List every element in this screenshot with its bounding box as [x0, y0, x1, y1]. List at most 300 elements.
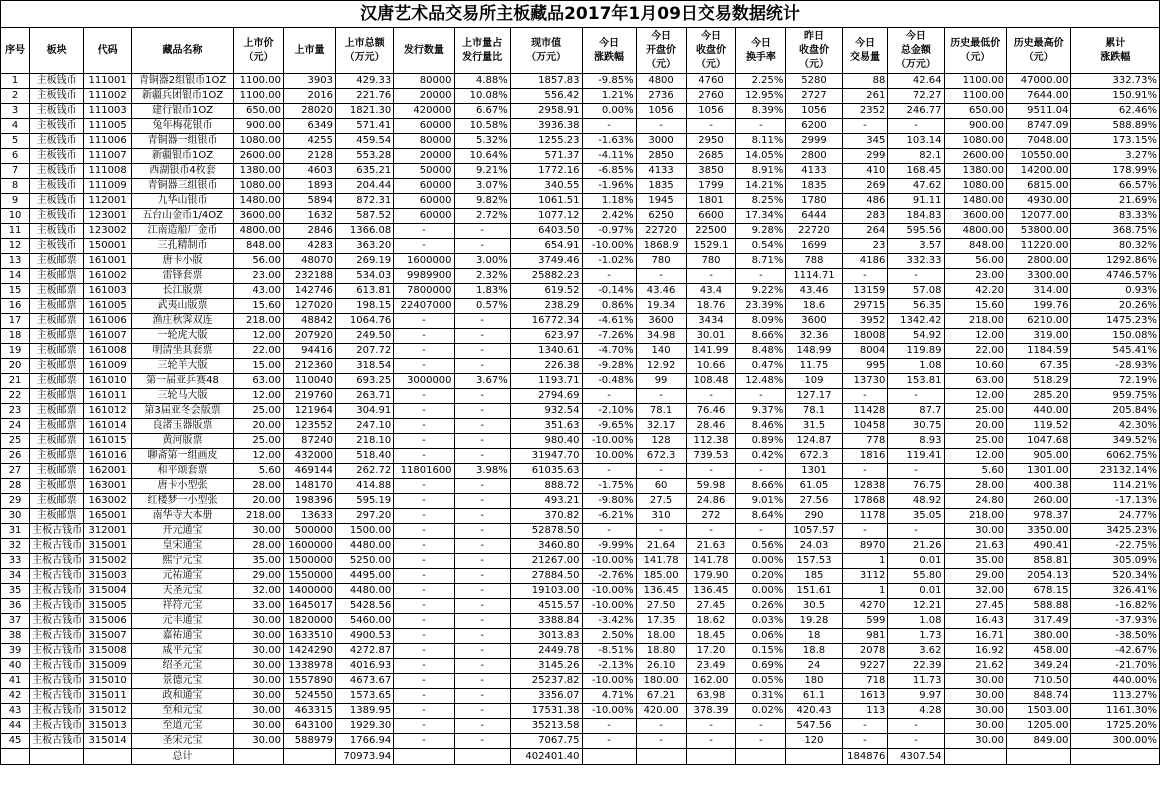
table-cell: 157.53	[786, 554, 842, 569]
table-cell: -	[454, 434, 510, 449]
table-cell: 67.21	[636, 689, 686, 704]
table-cell: 3388.84	[510, 614, 582, 629]
table-cell: 6444	[786, 209, 842, 224]
table-cell: 1114.71	[786, 269, 842, 284]
table-cell: 12.00	[234, 329, 284, 344]
table-cell: 4495.00	[335, 569, 393, 584]
table-cell: 14	[1, 269, 30, 284]
table-cell: 520.34%	[1071, 569, 1160, 584]
table-row	[1, 119, 1160, 134]
table-cell: 0.00%	[736, 554, 786, 569]
table-cell: 518.40	[335, 449, 393, 464]
table-cell: 180.00	[636, 674, 686, 689]
table-cell: 3145.26	[510, 659, 582, 674]
table-cell: -0.97%	[582, 224, 636, 239]
table-row	[1, 464, 1160, 479]
table-cell: 3350.00	[1006, 524, 1071, 539]
table-cell: -6.85%	[582, 164, 636, 179]
table-cell: 2016	[283, 89, 335, 104]
table-cell: 161012	[84, 404, 132, 419]
table-cell: 0.15%	[736, 644, 786, 659]
table-cell: -	[394, 584, 454, 599]
table-cell: 主板古钱币	[30, 554, 84, 569]
column-header: 发行数量	[394, 28, 454, 74]
table-cell: 0.00%	[736, 584, 786, 599]
table-cell: 16	[1, 299, 30, 314]
table-cell: 30.00	[944, 689, 1006, 704]
table-row	[1, 434, 1160, 449]
table-cell: 315010	[84, 674, 132, 689]
table-cell: 34.98	[636, 329, 686, 344]
table-cell: 0.05%	[736, 674, 786, 689]
table-cell: 12.00	[234, 389, 284, 404]
table-cell: 0.93%	[1071, 284, 1160, 299]
table-cell: 315004	[84, 584, 132, 599]
table-cell: 30.01	[686, 329, 736, 344]
table-cell: 一轮虎大版	[132, 329, 234, 344]
table-cell: 建行银币1OZ	[132, 104, 234, 119]
table-cell: 3936.38	[510, 119, 582, 134]
table-cell: 218.00	[234, 509, 284, 524]
table-cell: 2685	[686, 149, 736, 164]
trading-data-table	[0, 27, 1160, 765]
table-cell: 五台山金币1/4OZ	[132, 209, 234, 224]
column-header: 今日 交易量	[842, 28, 888, 74]
table-cell: 204.44	[335, 179, 393, 194]
empty-cell	[454, 749, 510, 765]
table-cell: 32.36	[786, 329, 842, 344]
table-cell: 1184.59	[1006, 344, 1071, 359]
table-cell: 主板邮票	[30, 434, 84, 449]
table-cell: 主板邮票	[30, 299, 84, 314]
table-cell: 42.20	[944, 284, 1006, 299]
table-cell: 32.17	[636, 419, 686, 434]
total-listing-total: 70973.94	[335, 749, 393, 765]
table-cell: 35.05	[888, 509, 944, 524]
table-cell: 91.11	[888, 194, 944, 209]
table-cell: -	[454, 509, 510, 524]
table-cell: 710.50	[1006, 674, 1071, 689]
table-cell: 221.76	[335, 89, 393, 104]
table-cell: 1.08	[888, 614, 944, 629]
table-cell: 主板钱币	[30, 134, 84, 149]
table-cell: 1205.00	[1006, 719, 1071, 734]
table-row	[1, 524, 1160, 539]
table-cell: 0.86%	[582, 299, 636, 314]
table-cell: 4016.93	[335, 659, 393, 674]
table-cell: -	[454, 599, 510, 614]
table-cell: 主板邮票	[30, 374, 84, 389]
table-cell: 111005	[84, 119, 132, 134]
table-cell: 87.7	[888, 404, 944, 419]
table-cell: 42	[1, 689, 30, 704]
empty-cell	[786, 749, 842, 765]
table-cell: 43.00	[234, 284, 284, 299]
table-cell: 47.62	[888, 179, 944, 194]
table-cell: 30.75	[888, 419, 944, 434]
column-header: 今日 涨跌幅	[582, 28, 636, 74]
table-cell: 主板钱币	[30, 119, 84, 134]
table-cell: 主板邮票	[30, 389, 84, 404]
table-cell: 22.00	[944, 344, 1006, 359]
table-cell: 326.41%	[1071, 584, 1160, 599]
table-cell: -	[736, 524, 786, 539]
table-cell: 888.72	[510, 479, 582, 494]
table-cell: 32	[1, 539, 30, 554]
table-cell: -4.11%	[582, 149, 636, 164]
table-cell: 第3届亚冬会版票	[132, 404, 234, 419]
table-cell: 900.00	[944, 119, 1006, 134]
table-cell: 0.42%	[736, 449, 786, 464]
table-cell: -	[394, 389, 454, 404]
table-cell: 318.54	[335, 359, 393, 374]
table-cell: 76.46	[686, 404, 736, 419]
table-cell: 1	[842, 554, 888, 569]
table-cell: 123002	[84, 224, 132, 239]
table-cell: 165001	[84, 509, 132, 524]
table-cell: 11.73	[888, 674, 944, 689]
table-cell: 18.8	[786, 644, 842, 659]
table-cell: -	[394, 599, 454, 614]
table-cell: 10458	[842, 419, 888, 434]
table-cell: 2760	[686, 89, 736, 104]
table-cell: 17868	[842, 494, 888, 509]
table-cell: 聊斋第一组画皮	[132, 449, 234, 464]
table-cell: 主板古钱币	[30, 629, 84, 644]
table-cell: 明清坐具套票	[132, 344, 234, 359]
table-cell: -10.00%	[582, 599, 636, 614]
table-cell: 30.5	[786, 599, 842, 614]
table-cell: -	[394, 734, 454, 749]
table-cell: -	[454, 659, 510, 674]
table-cell: 4283	[283, 239, 335, 254]
table-cell: -	[454, 734, 510, 749]
table-cell: 179.90	[686, 569, 736, 584]
table-cell: 124.87	[786, 434, 842, 449]
table-cell: 14.05%	[736, 149, 786, 164]
table-cell: 556.42	[510, 89, 582, 104]
table-cell: 141.78	[636, 554, 686, 569]
table-cell: 310	[636, 509, 686, 524]
table-cell: 2850	[636, 149, 686, 164]
table-cell: 60	[636, 479, 686, 494]
table-cell: 351.63	[510, 419, 582, 434]
table-row	[1, 569, 1160, 584]
table-cell: 熙宁元宝	[132, 554, 234, 569]
table-cell: 500000	[283, 524, 335, 539]
table-cell: 27.56	[786, 494, 842, 509]
table-cell: 1480.00	[944, 194, 1006, 209]
table-cell: 1400000	[283, 584, 335, 599]
empty-cell	[582, 749, 636, 765]
table-cell: -	[842, 269, 888, 284]
table-cell: 30.00	[234, 734, 284, 749]
table-cell: -4.61%	[582, 314, 636, 329]
table-cell: 553.28	[335, 149, 393, 164]
table-cell: 4603	[283, 164, 335, 179]
table-cell: 6062.75%	[1071, 449, 1160, 464]
table-cell: 30.00	[234, 524, 284, 539]
table-cell: 1178	[842, 509, 888, 524]
table-cell: 4760	[686, 74, 736, 89]
table-cell: 17.34%	[736, 209, 786, 224]
table-cell: 643100	[283, 719, 335, 734]
table-cell: 青铜器三组银币	[132, 179, 234, 194]
table-cell: -	[736, 389, 786, 404]
table-cell: 463315	[283, 704, 335, 719]
table-cell: 27.50	[636, 599, 686, 614]
table-cell: 2958.91	[510, 104, 582, 119]
table-cell: 486	[842, 194, 888, 209]
table-cell: -	[736, 119, 786, 134]
table-cell: 主板古钱币	[30, 674, 84, 689]
table-cell: 24.80	[944, 494, 1006, 509]
table-cell: 24	[1, 419, 30, 434]
table-cell: 1475.23%	[1071, 314, 1160, 329]
table-cell: -	[454, 314, 510, 329]
table-cell: 672.3	[786, 449, 842, 464]
table-cell: 120	[786, 734, 842, 749]
empty-cell	[84, 749, 132, 765]
table-cell: -	[888, 119, 944, 134]
table-cell: 1.83%	[454, 284, 510, 299]
table-cell: 1338978	[283, 659, 335, 674]
table-cell: 4.71%	[582, 689, 636, 704]
table-cell: -	[736, 269, 786, 284]
table-cell: 3600.00	[234, 209, 284, 224]
table-cell: 30.00	[944, 524, 1006, 539]
table-cell: 2846	[283, 224, 335, 239]
table-cell: 161016	[84, 449, 132, 464]
table-cell: 10.64%	[454, 149, 510, 164]
table-cell: 82.1	[888, 149, 944, 164]
table-cell: 42.64	[888, 74, 944, 89]
table-cell: 52878.50	[510, 524, 582, 539]
table-cell: 三轮羊大版	[132, 359, 234, 374]
table-cell: 主板古钱币	[30, 644, 84, 659]
table-cell: -9.28%	[582, 359, 636, 374]
column-header: 今日 开盘价 （元）	[636, 28, 686, 74]
table-cell: -	[454, 344, 510, 359]
table-cell: 959.75%	[1071, 389, 1160, 404]
table-cell: 10.00%	[582, 449, 636, 464]
table-cell: 458.00	[1006, 644, 1071, 659]
table-cell: -	[686, 119, 736, 134]
table-cell: 17	[1, 314, 30, 329]
table-row	[1, 494, 1160, 509]
table-cell: 43	[1, 704, 30, 719]
table-cell: 2078	[842, 644, 888, 659]
table-cell: 48.92	[888, 494, 944, 509]
table-cell: -	[888, 269, 944, 284]
table-cell: 12838	[842, 479, 888, 494]
table-cell: 红楼梦一小型张	[132, 494, 234, 509]
table-cell: -	[394, 359, 454, 374]
table-cell: 12.00	[944, 449, 1006, 464]
table-cell: 28	[1, 479, 30, 494]
table-cell: -	[454, 329, 510, 344]
table-cell: 613.81	[335, 284, 393, 299]
table-cell: -	[842, 524, 888, 539]
table-row	[1, 164, 1160, 179]
table-cell: 4800	[636, 74, 686, 89]
table-cell: 1056	[636, 104, 686, 119]
table-cell: 72.27	[888, 89, 944, 104]
table-cell: 420.43	[786, 704, 842, 719]
table-cell: -	[454, 719, 510, 734]
table-cell: 23	[1, 404, 30, 419]
table-row	[1, 179, 1160, 194]
table-row	[1, 209, 1160, 224]
table-cell: 6403.50	[510, 224, 582, 239]
table-cell: 420.00	[636, 704, 686, 719]
table-cell: 161010	[84, 374, 132, 389]
table-cell: 72.19%	[1071, 374, 1160, 389]
table-cell: 218.00	[944, 314, 1006, 329]
table-cell: -	[394, 554, 454, 569]
table-cell: 315003	[84, 569, 132, 584]
table-cell: 113	[842, 704, 888, 719]
table-cell: 政和通宝	[132, 689, 234, 704]
table-cell: 315012	[84, 704, 132, 719]
table-cell: 6815.00	[1006, 179, 1071, 194]
table-cell: -	[394, 689, 454, 704]
table-cell: 1500.00	[335, 524, 393, 539]
table-cell: 20.00	[234, 494, 284, 509]
table-cell: 1480.00	[234, 194, 284, 209]
table-cell: 34	[1, 569, 30, 584]
table-cell: 1868.9	[636, 239, 686, 254]
table-row	[1, 449, 1160, 464]
table-cell: 18.62	[686, 614, 736, 629]
table-cell: 7800000	[394, 284, 454, 299]
table-cell: 3356.07	[510, 689, 582, 704]
table-cell: -9.85%	[582, 74, 636, 89]
table-cell: 3.57	[888, 239, 944, 254]
table-cell: -7.26%	[582, 329, 636, 344]
table-cell: 3112	[842, 569, 888, 584]
table-cell: 60000	[394, 194, 454, 209]
table-cell: 2727	[786, 89, 842, 104]
table-cell: 主板邮票	[30, 344, 84, 359]
table-cell: 980.40	[510, 434, 582, 449]
table-cell: 至和元宝	[132, 704, 234, 719]
table-cell: 5	[1, 134, 30, 149]
table-cell: 29	[1, 494, 30, 509]
table-cell: 24.77%	[1071, 509, 1160, 524]
table-cell: -	[454, 419, 510, 434]
table-cell: 111006	[84, 134, 132, 149]
table-cell: 163002	[84, 494, 132, 509]
table-cell: 0.26%	[736, 599, 786, 614]
table-cell: 22720	[786, 224, 842, 239]
table-cell: 0.01	[888, 554, 944, 569]
table-cell: 30	[1, 509, 30, 524]
table-cell: 27	[1, 464, 30, 479]
table-cell: 9.22%	[736, 284, 786, 299]
table-cell: 99	[636, 374, 686, 389]
table-cell: 16.71	[944, 629, 1006, 644]
table-cell: 420000	[394, 104, 454, 119]
table-cell: 20000	[394, 149, 454, 164]
table-cell: 272	[686, 509, 736, 524]
table-cell: 380.00	[1006, 629, 1071, 644]
table-cell: 40	[1, 659, 30, 674]
table-cell: 8	[1, 179, 30, 194]
table-cell: 3460.80	[510, 539, 582, 554]
table-cell: -	[454, 449, 510, 464]
table-cell: 56.35	[888, 299, 944, 314]
table-cell: 518.29	[1006, 374, 1071, 389]
table-cell: 8747.09	[1006, 119, 1071, 134]
table-cell: 28020	[283, 104, 335, 119]
table-cell: 1301	[786, 464, 842, 479]
table-cell: -	[636, 734, 686, 749]
table-row	[1, 359, 1160, 374]
table-cell: 皇宋通宝	[132, 539, 234, 554]
table-cell: 16.43	[944, 614, 1006, 629]
table-cell: 4515.57	[510, 599, 582, 614]
table-cell: 142746	[283, 284, 335, 299]
table-cell: 650.00	[944, 104, 1006, 119]
table-cell: 35213.58	[510, 719, 582, 734]
table-cell: 345	[842, 134, 888, 149]
table-cell: 35.00	[944, 554, 1006, 569]
table-cell: 1600000	[394, 254, 454, 269]
table-cell: 56.00	[234, 254, 284, 269]
table-cell: 493.21	[510, 494, 582, 509]
table-cell: 2128	[283, 149, 335, 164]
table-row	[1, 284, 1160, 299]
table-cell: -	[454, 524, 510, 539]
table-cell: -	[888, 524, 944, 539]
table-cell: 主板钱币	[30, 104, 84, 119]
table-cell: 0.03%	[736, 614, 786, 629]
table-cell: -	[454, 629, 510, 644]
table-cell: 21.64	[636, 539, 686, 554]
table-cell: 30.00	[234, 674, 284, 689]
table-cell: 1056	[786, 104, 842, 119]
table-cell: 0.20%	[736, 569, 786, 584]
total-amount: 4307.54	[888, 749, 944, 765]
table-cell: 26	[1, 449, 30, 464]
table-cell: 23132.14%	[1071, 464, 1160, 479]
table-cell: 31	[1, 524, 30, 539]
table-cell: 和平颂套票	[132, 464, 234, 479]
table-cell: 587.52	[335, 209, 393, 224]
table-cell: 18.45	[686, 629, 736, 644]
table-cell: -	[582, 389, 636, 404]
table-cell: 43.46	[636, 284, 686, 299]
table-cell: 27.45	[944, 599, 1006, 614]
table-cell: 48070	[283, 254, 335, 269]
table-cell: 1301.00	[1006, 464, 1071, 479]
table-cell: 长江版票	[132, 284, 234, 299]
table-row	[1, 644, 1160, 659]
table-cell: 198396	[283, 494, 335, 509]
total-volume: 184876	[842, 749, 888, 765]
table-cell: 87240	[283, 434, 335, 449]
table-cell: 6210.00	[1006, 314, 1071, 329]
table-cell: 6250	[636, 209, 686, 224]
table-cell: -	[394, 434, 454, 449]
table-cell: 80000	[394, 134, 454, 149]
table-cell: -	[394, 674, 454, 689]
table-cell: 1100.00	[234, 89, 284, 104]
table-cell: -	[888, 734, 944, 749]
table-cell: 3	[1, 104, 30, 119]
table-cell: 15.00	[234, 359, 284, 374]
